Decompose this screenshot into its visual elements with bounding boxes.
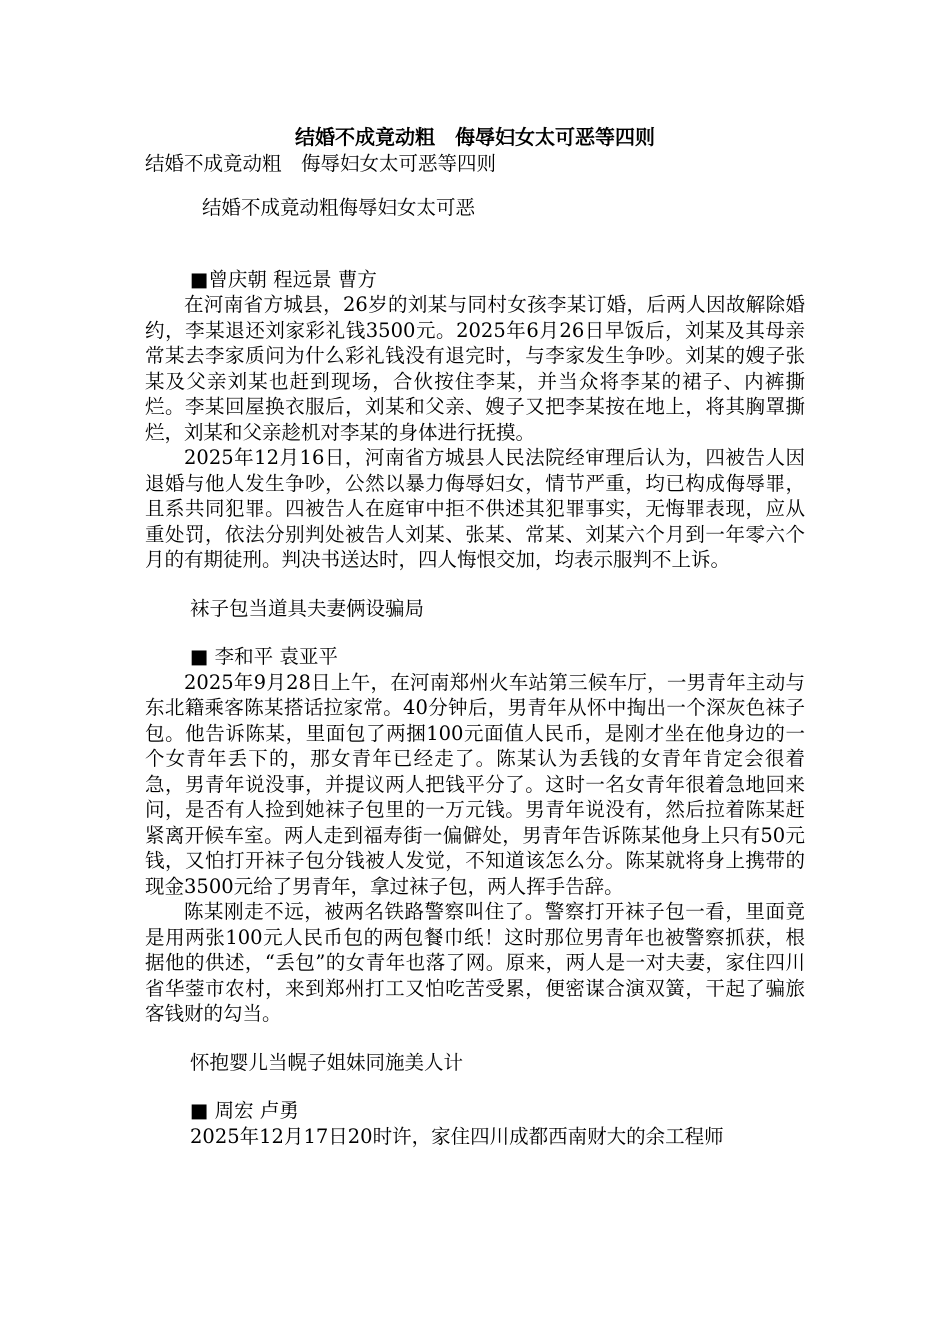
story-3-paragraph: 2025年12月17日20时许，家住四川成都西南财大的余工程师 <box>190 1124 724 1148</box>
story-2 <box>145 596 805 1027</box>
story-1-paragraph: 在河南省方城县，26岁的刘某与同村女孩李某订婚，后两人因故解除婚约，李某退还刘家彩礼钱3500元。2025年6月26日早饭后，刘某及其母亲常某去李家质问为什么彩礼钱没有退完时，与李家发生争吵。刘某的嫂子张某及父亲刘某也赶到现场，合伙按住李某，并当众将李某的裙子、内裤撕烂。李某回屋换衣服后，刘某和父亲、嫂子又把李某按在地上，将其胸罩撕烂，刘某和父亲趁机对李某的身体进行抚摸。 <box>145 293 805 444</box>
document-title: 结婚不成竟动粗 侮辱妇女太可恶等四则 <box>295 125 655 149</box>
story-2-paragraph: 陈某刚走不远，被两名铁路警察叫住了。警察打开袜子包一看，里面竟是用两张100元人民币包的两包餐巾纸！这时那位男青年也被警察抓获，根据他的供述，“丢包”的女青年也落了网。原来，两人是一对夫妻，家住四川省华蓥市农村，来到郑州打工又怕吃苦受累，便密谋合演双簧，干起了骗旅客钱财的勾当。 <box>145 900 805 1025</box>
document-subtitle: 结婚不成竟动粗 侮辱妇女太可恶等四则 <box>145 152 497 175</box>
story-1 <box>145 195 805 573</box>
article-body <box>145 195 805 1149</box>
story-1-byline: ■曾庆朝 程远景 曹方 <box>190 267 377 291</box>
story-2-heading: 袜子包当道具夫妻俩设骗局 <box>190 596 425 620</box>
story-3 <box>145 1050 805 1150</box>
story-1-paragraph: 2025年12月16日，河南省方城县人民法院经审理后认为，四被告人因退婚与他人发生争吵，公然以暴力侮辱妇女，情节严重，均已构成侮辱罪，且系共同犯罪。四被告人在庭审中拒不供述其犯罪事实，无悔罪表现，应从重处罚，依法分别判处被告人刘某、张某、常某、刘某六个月到一年零六个月的有期徒刑。判决书送达时，四人悔恨交加，均表示服判不上诉。 <box>145 446 805 571</box>
story-2-paragraph: 2025年9月28日上午，在河南郑州火车站第三候车厅，一男青年主动与东北籍乘客陈某搭话拉家常。40分钟后，男青年从怀中掏出一个深灰色袜子包。他告诉陈某，里面包了两捆100元面值人民币，是刚才坐在他身边的一个女青年丢下的，那女青年已经走了。陈某认为丢钱的女青年肯定会很着急，男青年说没事，并提议两人把钱平分了。这时一名女青年很着急地回来问，是否有人捡到她袜子包里的一万元钱。男青年说没有，然后拉着陈某赶紧离开候车室。两人走到福寿街一偏僻处，男青年告诉陈某他身上只有50元钱，又怕打开袜子包分钱被人发觉，不知道该怎么分。陈某就将身上携带的现金3500元给了男青年，拿过袜子包，两人挥手告辞。 <box>145 670 805 898</box>
story-3-byline: ■ 周宏 卢勇 <box>190 1099 299 1122</box>
story-2-byline: ■ 李和平 袁亚平 <box>190 645 338 668</box>
story-3-heading: 怀抱婴儿当幌子姐妹同施美人计 <box>190 1050 464 1074</box>
story-1-heading: 结婚不成竟动粗侮辱妇女太可恶 <box>202 196 476 219</box>
